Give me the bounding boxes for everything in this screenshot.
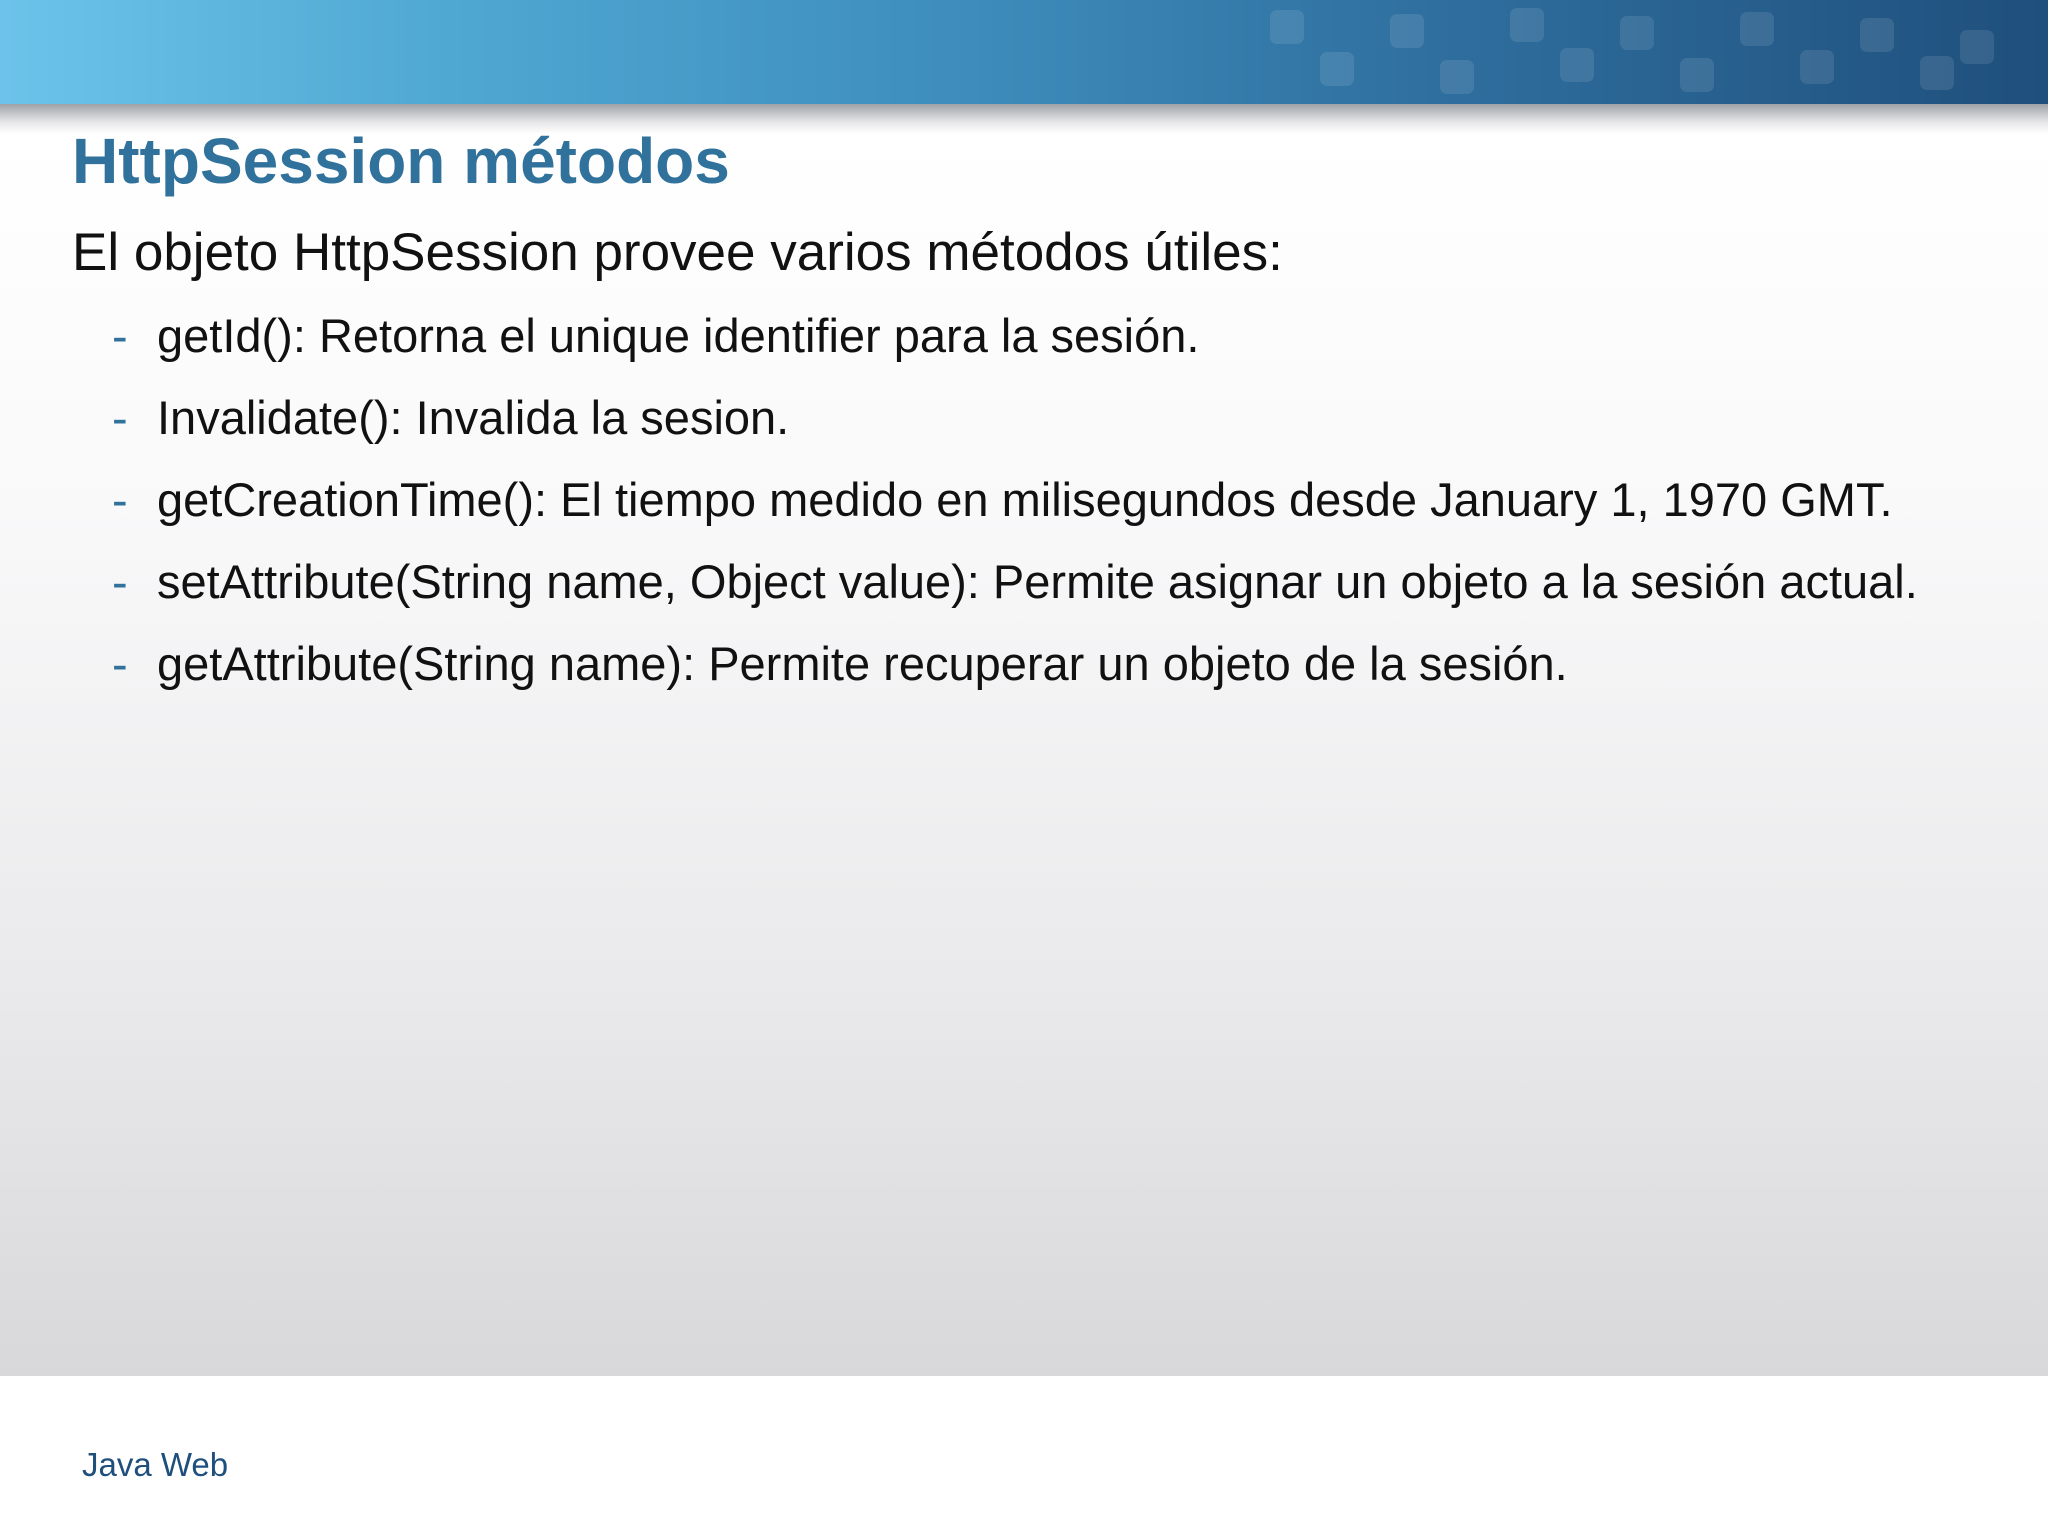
list-item <box>112 634 1942 694</box>
method-list <box>112 306 1942 716</box>
slide-title: HttpSession métodos <box>72 125 730 197</box>
bullet-text: getAttribute(String name): Permite recuperar un objeto de la sesión. <box>157 637 1568 690</box>
list-item <box>112 552 1942 612</box>
header-banner <box>0 0 2048 104</box>
footer-background <box>0 1376 2048 1536</box>
bullet-marker: - <box>112 391 128 444</box>
list-item <box>112 388 1942 448</box>
bullet-marker: - <box>112 309 128 362</box>
list-item <box>112 470 1942 530</box>
bullet-marker: - <box>112 473 128 526</box>
bullet-text: Invalidate(): Invalida la sesion. <box>157 391 790 444</box>
bullet-marker: - <box>112 555 128 608</box>
slide-intro: El objeto HttpSession provee varios métodos útiles: <box>72 223 1283 282</box>
bullet-marker: - <box>112 637 128 690</box>
bullet-text: setAttribute(String name, Object value): Permite asignar un objeto a la sesión actual. <box>157 555 1918 608</box>
footer-label: Java Web <box>82 1446 229 1483</box>
list-item <box>112 306 1942 366</box>
bullet-text: getId(): Retorna el unique identifier para la sesión. <box>157 309 1200 362</box>
bullet-text: getCreationTime(): El tiempo medido en milisegundos desde January 1, 1970 GMT. <box>157 473 1893 526</box>
